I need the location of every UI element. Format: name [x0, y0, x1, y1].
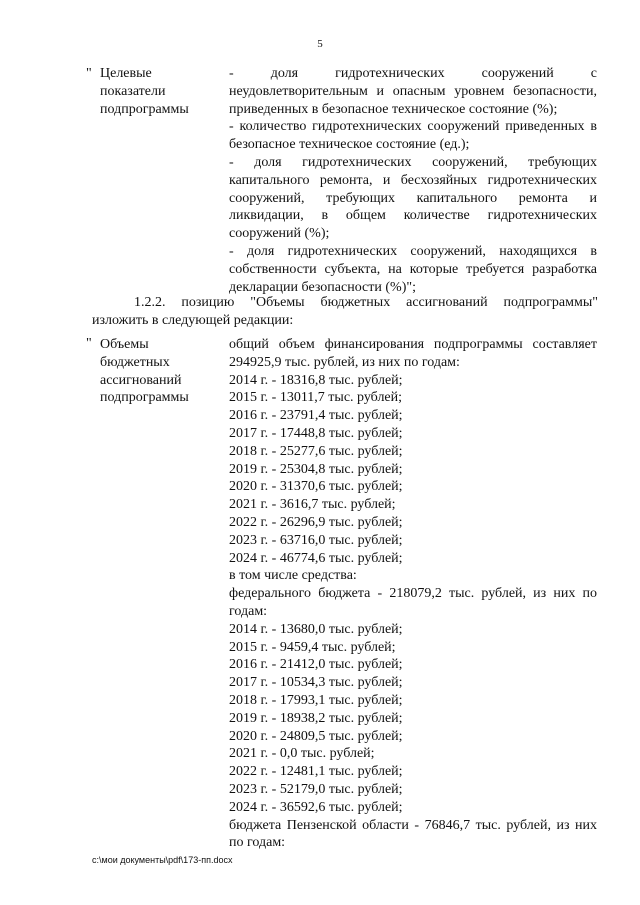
indicator-item: - доля гидротехнических сооружений с неудовлетворительным и опасным уровнем безопасности, приведенных в безопасное техническое состояние (%);: [229, 66, 597, 117]
budget-year-line: 2020 г. - 31370,6 тыс. рублей;: [229, 479, 403, 495]
federal-year-line: 2015 г. - 9459,4 тыс. рублей;: [229, 639, 396, 655]
budget-year-line: 2014 г. - 18316,8 тыс. рублей;: [229, 372, 403, 388]
federal-year-line: 2019 г. - 18938,2 тыс. рублей;: [229, 710, 403, 726]
federal-year-line: 2023 г. - 52179,0 тыс. рублей;: [229, 781, 403, 797]
budget-year-line: 2018 г. - 25277,6 тыс. рублей;: [229, 443, 403, 459]
budget-year-line: 2017 г. - 17448,8 тыс. рублей;: [229, 425, 403, 441]
indicators-list: [229, 65, 597, 296]
budget-content: [229, 336, 597, 852]
budget-year-line: 2023 г. - 63716,0 тыс. рублей;: [229, 532, 403, 548]
budget-year-line: 2015 г. - 13011,7 тыс. рублей;: [229, 390, 403, 406]
budget-total-text: общий объем финансирования подпрограммы составляет 294925,9 тыс. рублей, из них по годам:: [229, 337, 597, 370]
including-label: в том числе средства:: [229, 568, 357, 584]
federal-year-line: 2020 г. - 24809,5 тыс. рублей;: [229, 728, 403, 744]
amendment-paragraph: [92, 294, 598, 330]
amendment-line: 1.2.2. позицию "Объемы бюджетных ассигнований подпрограммы": [134, 295, 598, 310]
budget-year-line: 2024 г. - 46774,6 тыс. рублей;: [229, 550, 403, 566]
federal-year-line: 2017 г. - 10534,3 тыс. рублей;: [229, 675, 403, 691]
federal-year-line: 2022 г. - 12481,1 тыс. рублей;: [229, 764, 403, 780]
indicators-label: Целевые показатели подпрограммы: [100, 66, 189, 117]
regional-budget-text: бюджета Пензенской области - 76846,7 тыс. рублей, из них по годам:: [229, 817, 597, 851]
opening-quote: ": [86, 66, 92, 81]
indicator-item: - доля гидротехнических сооружений, требующих капитального ремонта, и бесхозяйных гидротехнических сооружений, требующих капитального ремонта и ликвидации, в общем количестве гидротехнических сооружений (%);: [229, 154, 597, 242]
budget-year-line: 2021 г. - 3616,7 тыс. рублей;: [229, 497, 396, 513]
amendment-line: изложить в следующей редакции:: [92, 312, 294, 328]
federal-year-line: 2024 г. - 36592,6 тыс. рублей;: [229, 799, 403, 815]
federal-year-line: 2018 г. - 17993,1 тыс. рублей;: [229, 692, 403, 708]
federal-year-line: 2014 г. - 13680,0 тыс. рублей;: [229, 621, 403, 637]
budget-year-line: 2022 г. - 26296,9 тыс. рублей;: [229, 514, 403, 530]
budget-year-line: 2016 г. - 23791,4 тыс. рублей;: [229, 408, 403, 424]
federal-year-line: 2016 г. - 21412,0 тыс. рублей;: [229, 657, 403, 673]
opening-quote: ": [86, 336, 92, 351]
federal-year-line: 2021 г. - 0,0 тыс. рублей;: [229, 746, 375, 762]
file-path-footer: c:\мои документы\pdf\173-пп.docx: [92, 855, 233, 865]
indicator-item: - доля гидротехнических сооружений, находящихся в собственности субъекта, на которые требуется разработка декларации безопасности (%)";: [229, 243, 597, 295]
page-number: 5: [317, 38, 323, 50]
federal-budget-text: федерального бюджета - 218079,2 тыс. рублей, из них по годам:: [229, 586, 597, 619]
indicator-item: - количество гидротехнических сооружений приведенных в безопасное техническое состояние (ед.);: [229, 119, 597, 153]
budget-year-line: 2019 г. - 25304,8 тыс. рублей;: [229, 461, 403, 477]
budget-label: Объемы бюджетных ассигнований подпрограммы: [100, 337, 189, 406]
